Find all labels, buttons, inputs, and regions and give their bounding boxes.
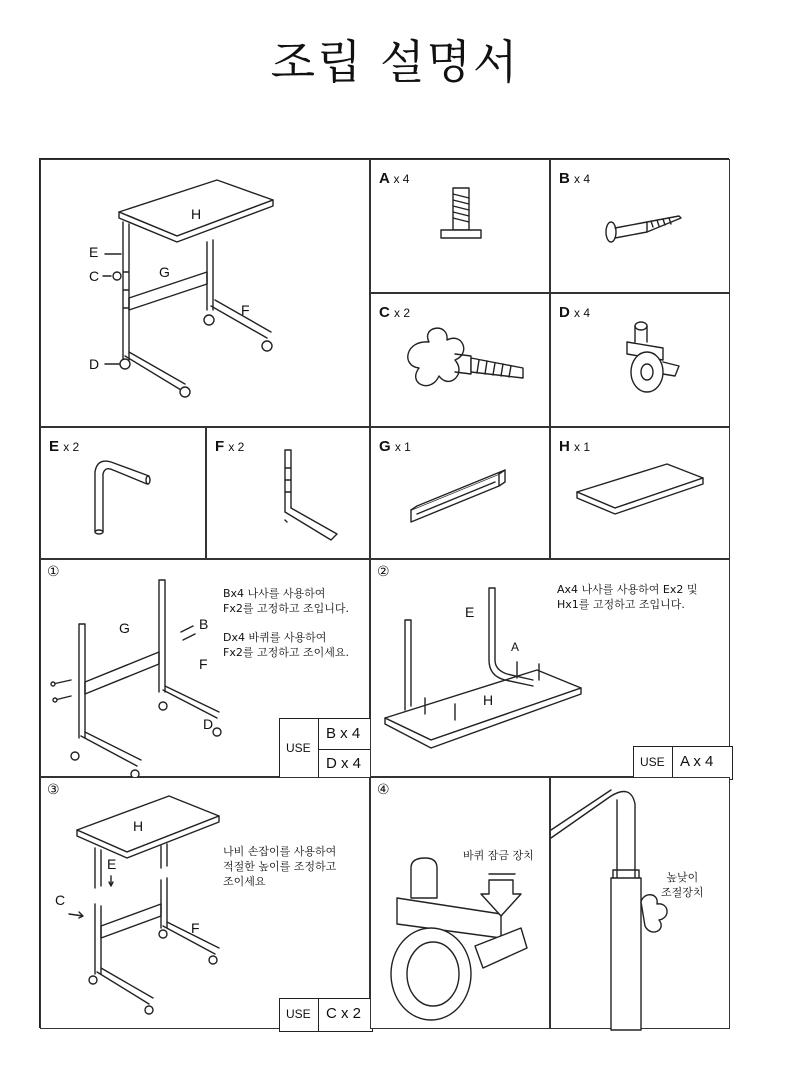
step-2-use-label: USE (640, 755, 665, 769)
step-2-use-item-1: A x 4 (680, 753, 714, 770)
step-3-use-box (279, 998, 373, 1032)
part-b-count: x 4 (574, 172, 591, 186)
tabletop-h-drawing (551, 428, 731, 560)
part-f-count: x 2 (228, 440, 245, 454)
overview-panel (40, 159, 370, 427)
part-f-id: F (215, 438, 225, 455)
step-2-label-a: A (511, 640, 520, 654)
height-adjuster-drawing (551, 778, 731, 1030)
table-overview-drawing (41, 160, 371, 428)
part-d-count: x 4 (574, 306, 591, 320)
step-1-number: ① (47, 564, 60, 580)
step-1-use-box (279, 718, 373, 780)
step-3-label-c: C (55, 892, 66, 908)
part-d-id: D (559, 304, 570, 321)
step-1-label-g: G (119, 620, 130, 636)
step-4-number: ④ (377, 782, 390, 798)
part-e-count: x 2 (63, 440, 80, 454)
part-c-panel (370, 293, 550, 427)
part-f-panel (206, 427, 370, 559)
step-3-use-label: USE (286, 1007, 311, 1021)
step-1-label-d: D (203, 716, 214, 732)
leg-f-drawing (207, 428, 371, 560)
part-e-panel (40, 427, 206, 559)
overview-label-c: C (89, 268, 100, 284)
step-1-panel (40, 559, 370, 777)
step-2-panel (370, 559, 730, 777)
step-3-number: ③ (47, 782, 60, 798)
part-b-panel (550, 159, 730, 293)
step-3-note-knob: 나비 손잡이를 사용하여 적절한 높이를 조정하고 조이세요 (223, 845, 337, 888)
step-2-label-h: H (483, 692, 494, 708)
height-adjuster-label: 높낮이 조절장치 (661, 871, 704, 899)
post-e-drawing (41, 428, 207, 560)
part-c-count: x 2 (394, 306, 411, 320)
part-h-count: x 1 (574, 440, 591, 454)
part-g-count: x 1 (394, 440, 411, 454)
step-1-note-wheels: Dx4 바퀴를 사용하여 Fx2를 고정하고 조이세요. (223, 631, 349, 659)
part-h-panel (550, 427, 730, 559)
step-3-label-f: F (191, 920, 200, 936)
step-4-height-panel (550, 777, 730, 1029)
instruction-sheet (39, 158, 729, 1028)
step-3-label-h: H (133, 818, 144, 834)
part-a-id: A (379, 170, 390, 187)
step-4-lock-panel (370, 777, 550, 1029)
crossbar-g-drawing (371, 428, 551, 560)
part-h-id: H (559, 438, 570, 455)
wheel-lock-drawing (371, 778, 551, 1030)
overview-label-e: E (89, 244, 99, 260)
step-3-use-item-1: C x 2 (326, 1005, 362, 1022)
step-2-number: ② (377, 564, 390, 580)
step-1-use-item-2: D x 4 (326, 755, 362, 772)
step-3-panel (40, 777, 370, 1029)
overview-label-d: D (89, 356, 100, 372)
step-1-label-f: F (199, 656, 208, 672)
part-a-panel (370, 159, 550, 293)
step-3-drawing (41, 778, 371, 1030)
overview-label-g: G (159, 264, 170, 280)
knob-c-drawing (371, 294, 551, 428)
screw-b-drawing (551, 160, 731, 294)
wheel-lock-label: 바퀴 잠금 장치 (463, 849, 534, 862)
part-d-panel (550, 293, 730, 427)
overview-label-h: H (191, 206, 202, 222)
step-1-use-item-1: B x 4 (326, 725, 361, 742)
part-a-count: x 4 (393, 172, 410, 186)
page-title: 조립 설명서 (270, 35, 520, 89)
step-2-use-box (633, 746, 733, 780)
caster-d-drawing (551, 294, 731, 428)
step-3-label-e: E (107, 856, 117, 872)
part-g-id: G (379, 438, 391, 455)
overview-label-f: F (241, 302, 250, 318)
part-g-panel (370, 427, 550, 559)
step-1-use-label: USE (286, 741, 311, 755)
screw-a-drawing (371, 160, 551, 294)
step-2-label-e: E (465, 604, 475, 620)
part-c-id: C (379, 304, 390, 321)
part-b-id: B (559, 170, 570, 187)
part-e-id: E (49, 438, 60, 455)
step-1-note-screws: Bx4 나사를 사용하여 Fx2를 고정하고 조입니다. (223, 587, 349, 615)
step-1-label-b: B (199, 616, 209, 632)
step-2-note-screws: Ax4 나사를 사용하여 Ex2 및 Hx1를 고정하고 조입니다. (557, 583, 698, 611)
